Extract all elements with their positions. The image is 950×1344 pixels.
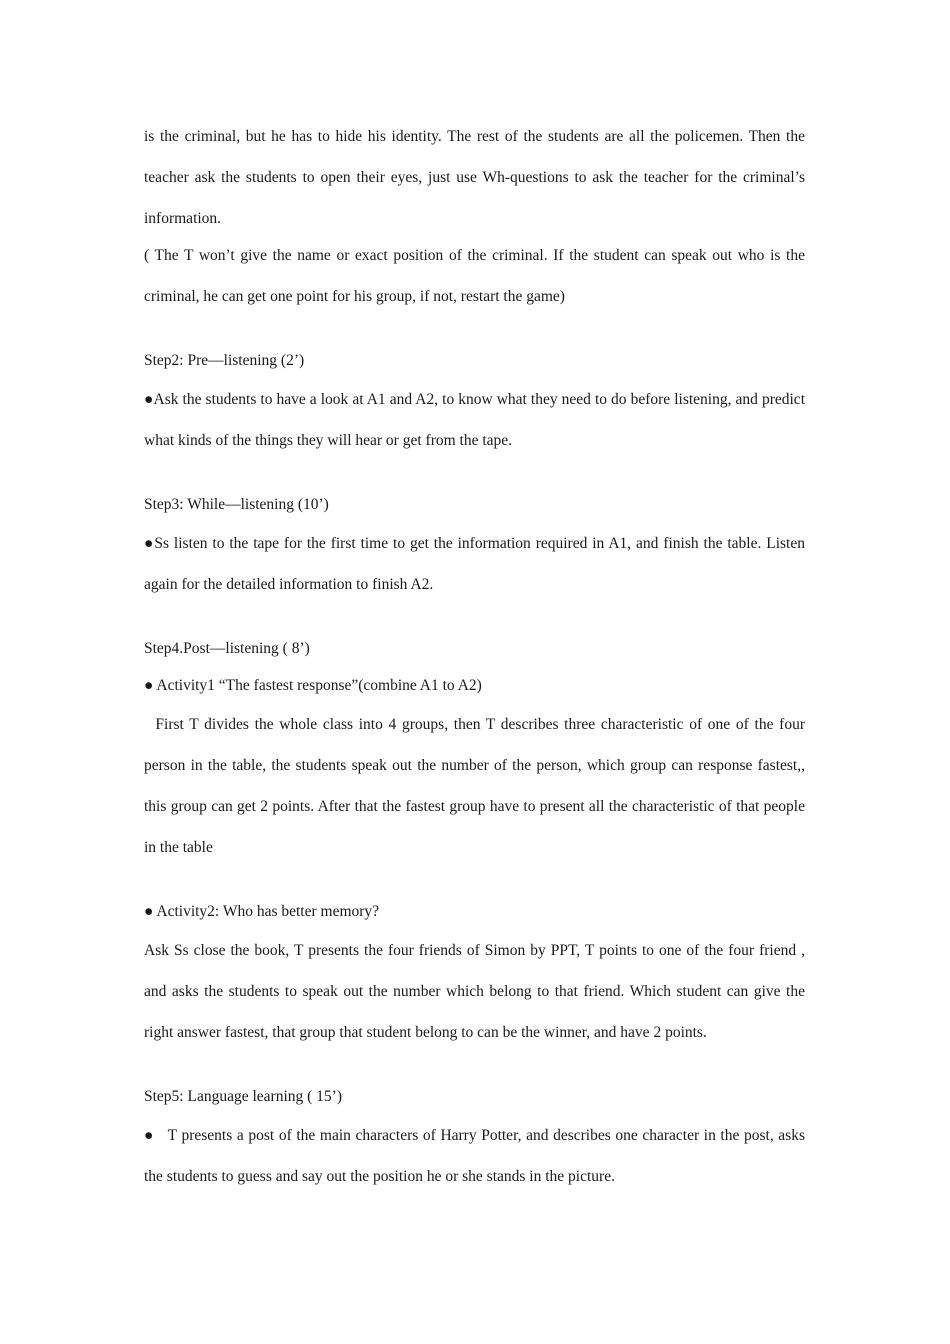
step5-body: ● T presents a post of the main characters of Harry Potter, and describes one character in the post, asks the students to guess and say out the position he or she stands in the picture. — [144, 1127, 809, 1185]
activity2-heading: ● Activity2: Who has better memory? — [144, 903, 380, 920]
step5-heading: Step5: Language learning ( 15’) — [144, 1088, 342, 1105]
step3-heading: Step3: While—listening (10’) — [144, 496, 329, 513]
spacer — [144, 605, 805, 630]
step2-body: ●Ask the students to have a look at A1 and A2, to know what they need to do before listening, and predict what kinds of the things they will hear or get from the tape. — [144, 391, 805, 449]
activity1-body: First T divides the whole class into 4 groups, then T describes three characteristic of one of the four person in the table, the students speak out the number of the person, which group can response fastest,, this group can get 2 points. After that the fastest group have to present all the characteristic of that people in the table — [144, 716, 809, 856]
step3-body: ●Ss listen to the tape for the first time to get the information required in A1, and finish the table. Listen again for the detailed information to finish A2. — [144, 535, 805, 593]
step4-heading: Step4.Post—listening ( 8’) — [144, 640, 310, 657]
spacer — [144, 1053, 805, 1078]
activity1-heading: ● Activity1 “The fastest response”(combine A1 to A2) — [144, 677, 482, 694]
intro-paragraph: is the criminal, but he has to hide his identity. The rest of the students are all the policemen. Then the teacher ask the students to open their eyes, just use Wh-questions to ask the teacher for the criminal’s information. — [144, 128, 805, 227]
spacer — [144, 868, 805, 893]
spacer — [144, 461, 805, 486]
step2-heading: Step2: Pre—listening (2’) — [144, 352, 305, 369]
document-body — [144, 124, 809, 1197]
game-rule-note: ( The T won’t give the name or exact position of the criminal. If the student can speak out who is the criminal, he can get one point for his group, if not, restart the game) — [144, 247, 805, 305]
activity2-body: Ask Ss close the book, T presents the four friends of Simon by PPT, T points to one of the four friend , and asks the students to speak out the number which belong to that friend. Which student can give the right answer fastest, that group that student belong to can be the winner, and have 2 points. — [144, 942, 805, 1041]
spacer — [144, 317, 805, 342]
